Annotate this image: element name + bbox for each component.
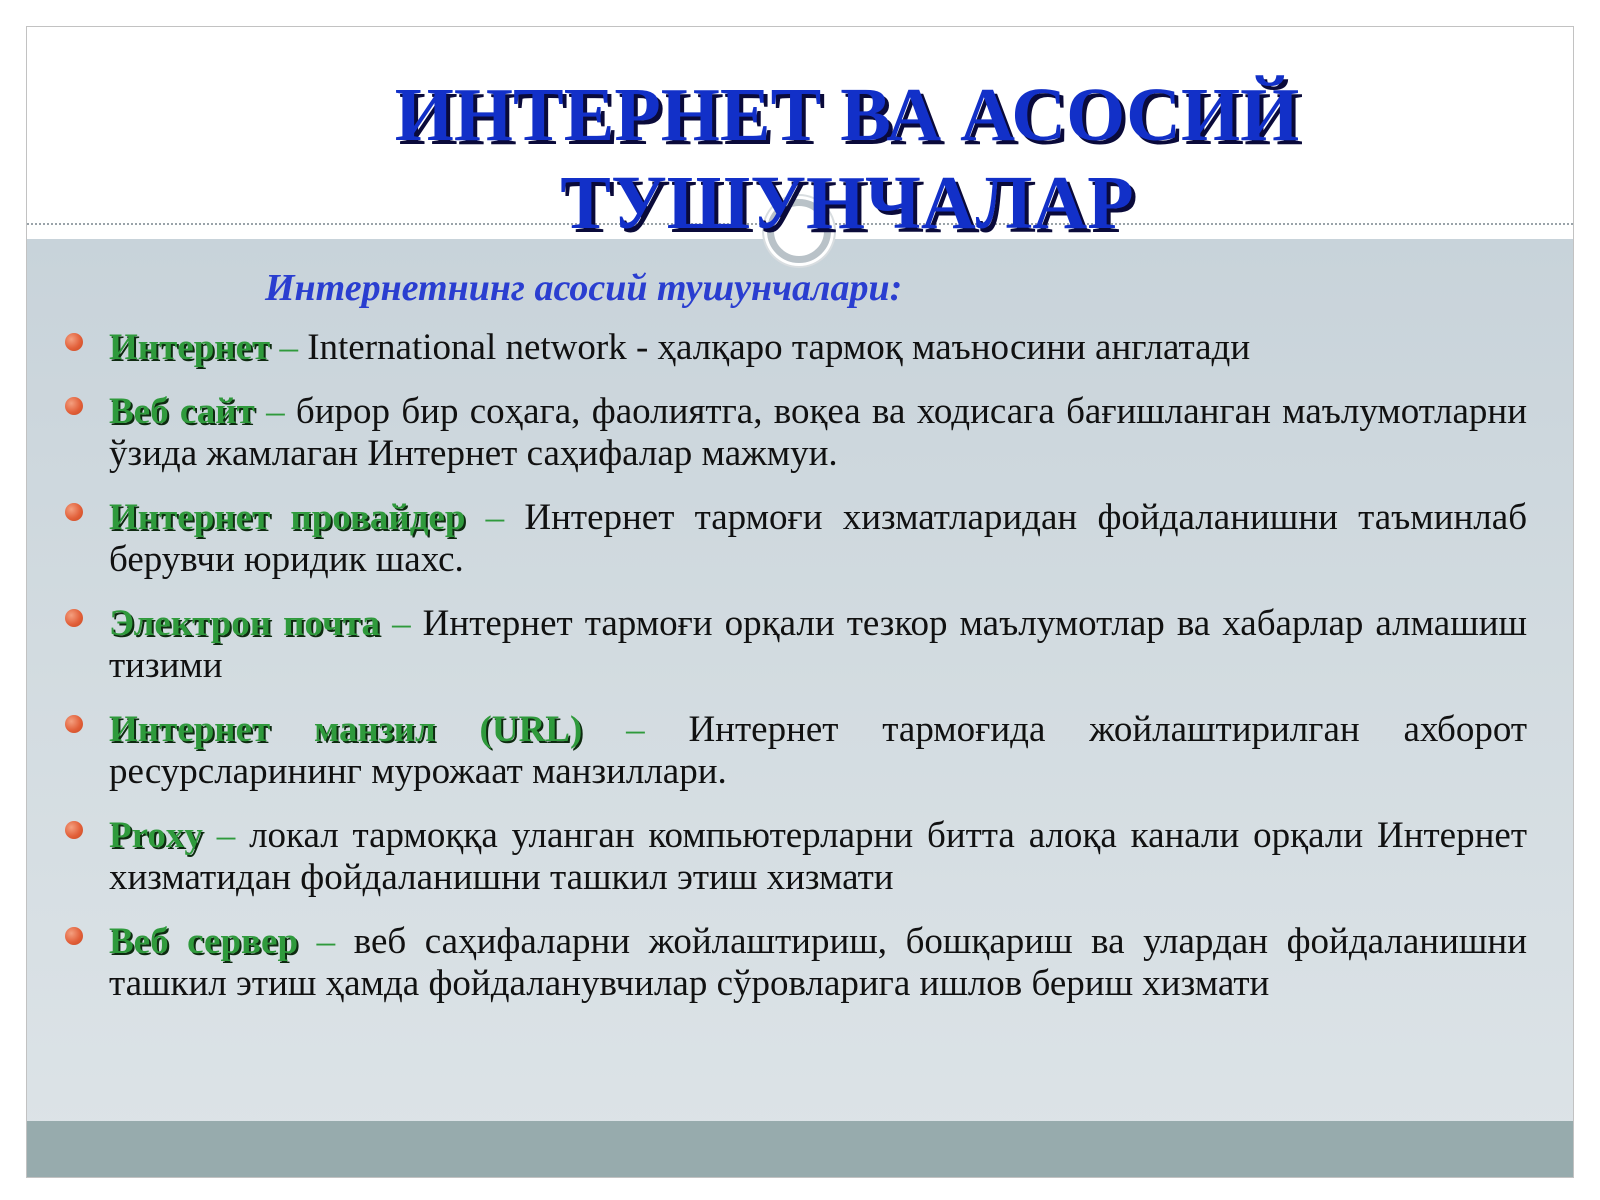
list-item [109, 815, 1527, 899]
slide-subtitle: Интернетнинг асосий тушунчалари: [265, 267, 903, 309]
item-term: Веб сервер [109, 921, 299, 962]
item-definition: локал тармоққа уланган компьютерларни битта алоқа канали орқали Интернет хизматидан фойдаланишни ташкил этиш хизмати [109, 815, 1527, 898]
item-dash: – [270, 327, 308, 368]
item-term: Интернет провайдер [109, 497, 466, 538]
item-dash: – [380, 603, 423, 644]
list-item [109, 391, 1527, 475]
item-term: Электрон почта [109, 603, 381, 644]
item-dash: – [202, 815, 250, 856]
list-item [109, 497, 1527, 581]
item-dash: – [298, 921, 354, 962]
bullet-icon [65, 333, 83, 351]
item-term: Интернет манзил (URL) [109, 709, 583, 750]
bullet-icon [65, 715, 83, 733]
item-dash: – [582, 709, 689, 750]
slide-title: ИНТЕРНЕТ ВА АСОСИЙ ТУШУНЧАЛАР [394, 73, 1300, 245]
item-definition: Интернет тармоғида жойлаштирилган ахборот ресурсларининг мурожаат манзиллари. [109, 709, 1528, 792]
item-dash: – [465, 497, 525, 538]
item-definition: Интернет тармоғи хизматларидан фойдаланишни таъминлаб берувчи юридик шахс. [109, 497, 1528, 580]
item-term: Proxy [109, 815, 203, 856]
item-definition: бирор бир соҳага, фаолиятга, воқеа ва ходисага бағишланган маълумотларни ўзида жамлаган Интернет саҳифалар мажмуи. [109, 391, 1528, 474]
list-item [109, 709, 1527, 793]
slide-footer-band [27, 1121, 1573, 1178]
bullet-icon [65, 821, 83, 839]
bullet-icon [65, 609, 83, 627]
item-definition: International network - ҳалқаро тармоқ маъносини англатади [307, 327, 1251, 368]
item-term: Интернет [109, 327, 271, 368]
definition-list [109, 327, 1527, 1027]
item-definition: Интернет тармоғи орқали тезкор маълумотлар ва хабарлар алмашиш тизими [109, 603, 1528, 686]
item-dash: – [254, 391, 296, 432]
bullet-icon [65, 927, 83, 945]
bullet-icon [65, 397, 83, 415]
item-definition: веб саҳифаларни жойлаштириш, бошқариш ва улардан фойдаланишни ташкил этиш ҳамда фойдаланувчилар сўровларига ишлов бериш хизмати [109, 921, 1527, 1004]
list-item [109, 921, 1527, 1005]
bullet-icon [65, 503, 83, 521]
list-item [109, 327, 1527, 369]
list-item [109, 603, 1527, 687]
slide [26, 26, 1574, 1178]
item-term: Веб сайт [109, 391, 255, 432]
